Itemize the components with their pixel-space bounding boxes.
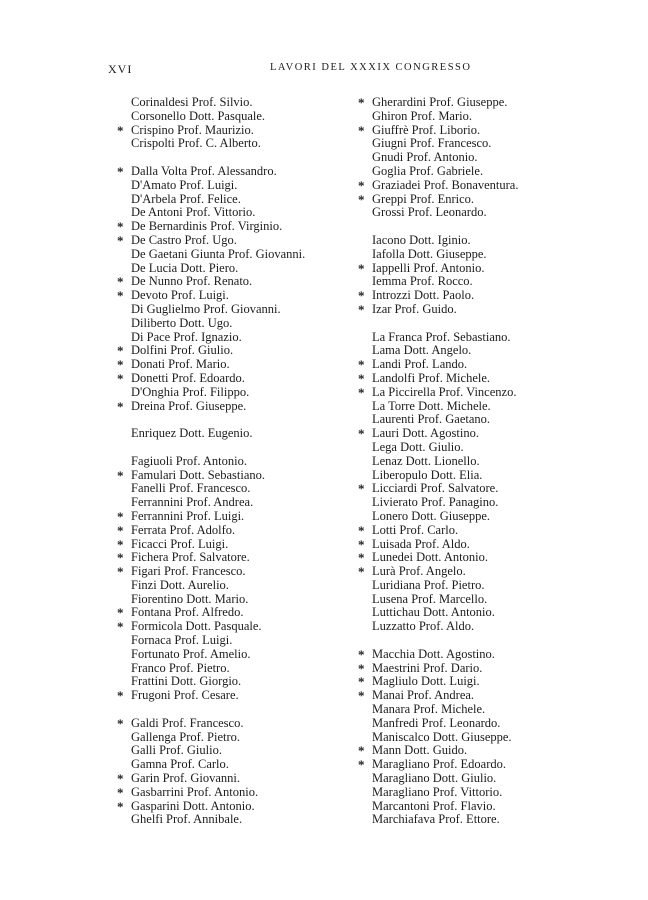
- member-name: Landolfi Prof. Michele.: [372, 370, 491, 385]
- list-item: [117, 648, 367, 662]
- member-name: Fiorentino Dott. Mario.: [131, 591, 249, 606]
- list-item: [117, 289, 367, 303]
- list-item: [358, 372, 608, 386]
- member-name: Lenaz Dott. Lionello.: [372, 453, 480, 468]
- member-name: Luttichau Dott. Antonio.: [372, 605, 495, 620]
- member-name: De Nunno Prof. Renato.: [131, 274, 253, 289]
- member-name: Maragliano Dott. Giulio.: [372, 771, 497, 786]
- asterisk-mark: *: [117, 564, 124, 580]
- member-name: Laurenti Prof. Gaetano.: [372, 412, 491, 427]
- asterisk-mark: *: [117, 784, 124, 800]
- member-name: Mann Dott. Guido.: [372, 743, 468, 758]
- member-name: La Franca Prof. Sebastiano.: [372, 329, 511, 344]
- list-item: [117, 717, 367, 731]
- member-name: Devoto Prof. Luigi.: [131, 288, 229, 303]
- member-name: Lega Dott. Giulio.: [372, 439, 464, 454]
- list-item: [358, 648, 608, 662]
- member-name: Luisada Prof. Aldo.: [372, 536, 470, 551]
- member-name: Diliberto Dott. Ugo.: [131, 315, 233, 330]
- list-item: [117, 372, 367, 386]
- member-name: Dolfini Prof. Giulio.: [131, 343, 234, 358]
- asterisk-mark: *: [358, 426, 365, 442]
- list-item: [358, 731, 608, 745]
- member-name: Crispino Prof. Maurizio.: [131, 122, 254, 137]
- list-item: [117, 758, 367, 772]
- asterisk-mark: *: [358, 564, 365, 580]
- asterisk-mark: *: [358, 757, 365, 773]
- list-item: [117, 634, 367, 648]
- member-name: Giuffrè Prof. Liborio.: [372, 122, 481, 137]
- list-item: [358, 413, 608, 427]
- list-item: [117, 220, 367, 234]
- member-name: Dreina Prof. Giuseppe.: [131, 398, 247, 413]
- asterisk-mark: *: [117, 232, 124, 248]
- list-item: [358, 717, 608, 731]
- list-item: [358, 303, 608, 317]
- member-name: Donetti Prof. Edoardo.: [131, 370, 245, 385]
- asterisk-mark: *: [358, 260, 365, 276]
- list-item: [358, 289, 608, 303]
- member-name: Formicola Dott. Pasquale.: [131, 619, 262, 634]
- list-item: [117, 248, 367, 262]
- list-item: [117, 731, 367, 745]
- member-name: Corsonello Dott. Pasquale.: [131, 108, 266, 123]
- list-item: [358, 689, 608, 703]
- list-item: [358, 96, 608, 110]
- list-item: [117, 565, 367, 579]
- list-item: [117, 317, 367, 331]
- member-name: D'Onghia Prof. Filippo.: [131, 384, 250, 399]
- member-name: De Bernardinis Prof. Virginio.: [131, 219, 283, 234]
- member-name: Macchia Dott. Agostino.: [372, 646, 495, 661]
- list-item: [117, 813, 367, 827]
- asterisk-mark: *: [117, 274, 124, 290]
- list-item: [358, 469, 608, 483]
- asterisk-mark: *: [117, 219, 124, 235]
- member-name: Ficacci Prof. Luigi.: [131, 536, 229, 551]
- list-item: [117, 386, 367, 400]
- list-item: [358, 786, 608, 800]
- member-name: Gherardini Prof. Giuseppe.: [372, 95, 508, 109]
- list-item: [117, 496, 367, 510]
- list-item: [358, 400, 608, 414]
- list-item: [358, 262, 608, 276]
- section-gap: [117, 413, 367, 427]
- member-name: Manfredi Prof. Leonardo.: [372, 715, 501, 730]
- asterisk-mark: *: [117, 522, 124, 538]
- asterisk-mark: *: [117, 715, 124, 731]
- member-name: Licciardi Prof. Salvatore.: [372, 481, 499, 496]
- asterisk-mark: *: [358, 288, 365, 304]
- list-item: [117, 124, 367, 138]
- member-name: Greppi Prof. Enrico.: [372, 191, 475, 206]
- list-item: [358, 248, 608, 262]
- section-gap: [358, 220, 608, 234]
- list-item: [358, 551, 608, 565]
- list-item: [358, 151, 608, 165]
- list-item: [358, 193, 608, 207]
- member-name: Magliulo Dott. Luigi.: [372, 674, 480, 689]
- list-item: [358, 137, 608, 151]
- section-gap: [117, 441, 367, 455]
- list-item: [358, 538, 608, 552]
- list-item: [358, 110, 608, 124]
- member-name: Iacono Dott. Iginio.: [372, 232, 471, 247]
- member-name: Franco Prof. Pietro.: [131, 660, 230, 675]
- member-name: Maestrini Prof. Dario.: [372, 660, 483, 675]
- member-name: Corinaldesi Prof. Silvio.: [131, 95, 253, 109]
- list-item: [358, 386, 608, 400]
- member-name: De Gaetani Giunta Prof. Giovanni.: [131, 246, 306, 261]
- asterisk-mark: *: [358, 688, 365, 704]
- list-item: [358, 234, 608, 248]
- list-item: [117, 193, 367, 207]
- list-item: [358, 358, 608, 372]
- member-name: Iemma Prof. Rocco.: [372, 274, 473, 289]
- list-item: [117, 510, 367, 524]
- list-item: [117, 234, 367, 248]
- member-name: Galli Prof. Giulio.: [131, 743, 222, 758]
- right-column: [358, 96, 608, 827]
- member-name: Fortunato Prof. Amelio.: [131, 646, 251, 661]
- list-item: [117, 744, 367, 758]
- list-item: [358, 772, 608, 786]
- asterisk-mark: *: [358, 384, 365, 400]
- member-name: Lurà Prof. Angelo.: [372, 564, 466, 579]
- running-title: LAVORI DEL XXXIX CONGRESSO: [270, 62, 472, 73]
- member-name: Donati Prof. Mario.: [131, 357, 230, 372]
- member-name: De Lucia Dott. Piero.: [131, 260, 239, 275]
- member-name: Figari Prof. Francesco.: [131, 564, 246, 579]
- section-gap: [358, 317, 608, 331]
- member-name: Famulari Dott. Sebastiano.: [131, 467, 266, 482]
- asterisk-mark: *: [117, 771, 124, 787]
- list-item: [117, 206, 367, 220]
- member-name: Lotti Prof. Carlo.: [372, 522, 459, 537]
- member-name: La Piccirella Prof. Vincenzo.: [372, 384, 517, 399]
- list-item: [358, 675, 608, 689]
- list-item: [358, 758, 608, 772]
- member-name: Livierato Prof. Panagino.: [372, 495, 499, 510]
- asterisk-mark: *: [117, 508, 124, 524]
- member-name: Ferrata Prof. Adolfo.: [131, 522, 236, 537]
- list-item: [358, 579, 608, 593]
- member-name: Lonero Dott. Giuseppe.: [372, 508, 491, 523]
- left-column: [117, 96, 367, 827]
- list-item: [358, 510, 608, 524]
- list-item: [358, 179, 608, 193]
- list-item: [358, 344, 608, 358]
- list-item: [358, 703, 608, 717]
- list-item: [117, 772, 367, 786]
- member-name: Grossi Prof. Leonardo.: [372, 205, 487, 220]
- member-name: Ferrannini Prof. Andrea.: [131, 495, 254, 510]
- section-gap: [117, 703, 367, 717]
- list-item: [358, 620, 608, 634]
- page-header: [0, 62, 648, 78]
- list-item: [117, 96, 367, 110]
- list-item: [117, 606, 367, 620]
- list-item: [358, 800, 608, 814]
- asterisk-mark: *: [358, 536, 365, 552]
- asterisk-mark: *: [358, 550, 365, 566]
- member-name: Fornaca Prof. Luigi.: [131, 633, 233, 648]
- member-name: Gamna Prof. Carlo.: [131, 757, 229, 772]
- list-item: [358, 427, 608, 441]
- member-name: Iappelli Prof. Antonio.: [372, 260, 485, 275]
- member-name: Lunedei Dott. Antonio.: [372, 550, 488, 565]
- asterisk-mark: *: [358, 674, 365, 690]
- asterisk-mark: *: [358, 357, 365, 373]
- member-name: Introzzi Dott. Paolo.: [372, 288, 475, 303]
- asterisk-mark: *: [358, 481, 365, 497]
- asterisk-mark: *: [117, 619, 124, 635]
- list-item: [358, 744, 608, 758]
- member-name: Liberopulo Dott. Elia.: [372, 467, 483, 482]
- member-name: Marchiafava Prof. Ettore.: [372, 812, 500, 827]
- member-name: Maragliano Prof. Edoardo.: [372, 757, 506, 772]
- member-name: Ghelfi Prof. Annibale.: [131, 812, 243, 827]
- member-name: Gallenga Prof. Pietro.: [131, 729, 241, 744]
- list-item: [117, 179, 367, 193]
- member-name: Di Pace Prof. Ignazio.: [131, 329, 242, 344]
- list-item: [358, 662, 608, 676]
- list-item: [117, 675, 367, 689]
- section-gap: [358, 634, 608, 648]
- asterisk-mark: *: [117, 550, 124, 566]
- list-item: [117, 165, 367, 179]
- list-item: [117, 689, 367, 703]
- member-name: Fanelli Prof. Francesco.: [131, 481, 251, 496]
- member-name: Frattini Dott. Giorgio.: [131, 674, 242, 689]
- member-name: Marcantoni Prof. Flavio.: [372, 798, 496, 813]
- member-name: Ferrannini Prof. Luigi.: [131, 508, 245, 523]
- asterisk-mark: *: [117, 798, 124, 814]
- member-name: Izar Prof. Guido.: [372, 301, 457, 316]
- member-name: De Castro Prof. Ugo.: [131, 232, 237, 247]
- list-item: [117, 275, 367, 289]
- list-item: [358, 565, 608, 579]
- list-item: [117, 455, 367, 469]
- list-item: [358, 813, 608, 827]
- member-name: Fagiuoli Prof. Antonio.: [131, 453, 247, 468]
- member-name: Enriquez Dott. Eugenio.: [131, 426, 253, 441]
- member-name: Finzi Dott. Aurelio.: [131, 577, 229, 592]
- list-item: [358, 524, 608, 538]
- asterisk-mark: *: [117, 398, 124, 414]
- list-item: [358, 206, 608, 220]
- list-item: [117, 400, 367, 414]
- member-name: Ghiron Prof. Mario.: [372, 108, 472, 123]
- member-name: La Torre Dott. Michele.: [372, 398, 491, 413]
- asterisk-mark: *: [358, 122, 365, 138]
- list-item: [117, 786, 367, 800]
- list-item: [358, 593, 608, 607]
- list-item: [117, 800, 367, 814]
- page-number: XVI: [108, 62, 133, 76]
- member-name: Crispolti Prof. C. Alberto.: [131, 136, 261, 151]
- asterisk-mark: *: [358, 646, 365, 662]
- list-item: [358, 124, 608, 138]
- member-name: De Antoni Prof. Vittorio.: [131, 205, 256, 220]
- list-item: [117, 579, 367, 593]
- member-name: Lauri Dott. Agostino.: [372, 426, 479, 441]
- list-item: [117, 358, 367, 372]
- list-item: [117, 110, 367, 124]
- member-name: Manai Prof. Andrea.: [372, 688, 475, 703]
- list-item: [117, 262, 367, 276]
- member-name: Goglia Prof. Gabriele.: [372, 163, 484, 178]
- member-name: Gasparini Dott. Antonio.: [131, 798, 255, 813]
- list-item: [358, 482, 608, 496]
- asterisk-mark: *: [117, 163, 124, 179]
- member-name: D'Arbela Prof. Felice.: [131, 191, 241, 206]
- member-name: Manara Prof. Michele.: [372, 702, 486, 717]
- asterisk-mark: *: [358, 191, 365, 207]
- list-item: [358, 331, 608, 345]
- member-name: Fichera Prof. Salvatore.: [131, 550, 250, 565]
- asterisk-mark: *: [358, 301, 365, 317]
- member-name: Landi Prof. Lando.: [372, 357, 468, 372]
- member-name: Graziadei Prof. Bonaventura.: [372, 177, 519, 192]
- section-gap: [117, 151, 367, 165]
- asterisk-mark: *: [117, 467, 124, 483]
- list-item: [358, 165, 608, 179]
- asterisk-mark: *: [117, 688, 124, 704]
- member-name: Frugoni Prof. Cesare.: [131, 688, 239, 703]
- asterisk-mark: *: [358, 95, 365, 110]
- asterisk-mark: *: [117, 370, 124, 386]
- list-item: [358, 275, 608, 289]
- list-item: [117, 303, 367, 317]
- list-item: [117, 620, 367, 634]
- list-item: [117, 427, 367, 441]
- list-item: [117, 137, 367, 151]
- member-name: Giugni Prof. Francesco.: [372, 136, 492, 151]
- asterisk-mark: *: [117, 122, 124, 138]
- member-name: Gasbarrini Prof. Antonio.: [131, 784, 259, 799]
- list-item: [358, 441, 608, 455]
- list-item: [117, 469, 367, 483]
- list-item: [117, 538, 367, 552]
- list-item: [117, 482, 367, 496]
- member-name: Garin Prof. Giovanni.: [131, 771, 241, 786]
- member-name: Di Guglielmo Prof. Giovanni.: [131, 301, 281, 316]
- member-name: Lama Dott. Angelo.: [372, 343, 472, 358]
- list-item: [358, 606, 608, 620]
- member-name: Maragliano Prof. Vittorio.: [372, 784, 503, 799]
- member-name: Fontana Prof. Alfredo.: [131, 605, 244, 620]
- list-item: [117, 344, 367, 358]
- member-name: Galdi Prof. Francesco.: [131, 715, 244, 730]
- list-item: [117, 524, 367, 538]
- list-item: [358, 455, 608, 469]
- asterisk-mark: *: [117, 288, 124, 304]
- asterisk-mark: *: [117, 605, 124, 621]
- list-item: [117, 662, 367, 676]
- asterisk-mark: *: [117, 343, 124, 359]
- list-item: [117, 593, 367, 607]
- list-item: [117, 551, 367, 565]
- asterisk-mark: *: [358, 660, 365, 676]
- member-name: Lusena Prof. Marcello.: [372, 591, 488, 606]
- member-name: Maniscalco Dott. Giuseppe.: [372, 729, 512, 744]
- asterisk-mark: *: [358, 370, 365, 386]
- list-item: [117, 331, 367, 345]
- member-name: Gnudi Prof. Antonio.: [372, 150, 478, 165]
- asterisk-mark: *: [358, 743, 365, 759]
- asterisk-mark: *: [358, 522, 365, 538]
- list-item: [358, 496, 608, 510]
- asterisk-mark: *: [358, 177, 365, 193]
- asterisk-mark: *: [117, 357, 124, 373]
- member-name: Dalla Volta Prof. Alessandro.: [131, 163, 277, 178]
- member-name: Iafolla Dott. Giuseppe.: [372, 246, 487, 261]
- member-name: Luridiana Prof. Pietro.: [372, 577, 485, 592]
- asterisk-mark: *: [117, 536, 124, 552]
- member-name: Luzzatto Prof. Aldo.: [372, 619, 475, 634]
- member-name: D'Amato Prof. Luigi.: [131, 177, 238, 192]
